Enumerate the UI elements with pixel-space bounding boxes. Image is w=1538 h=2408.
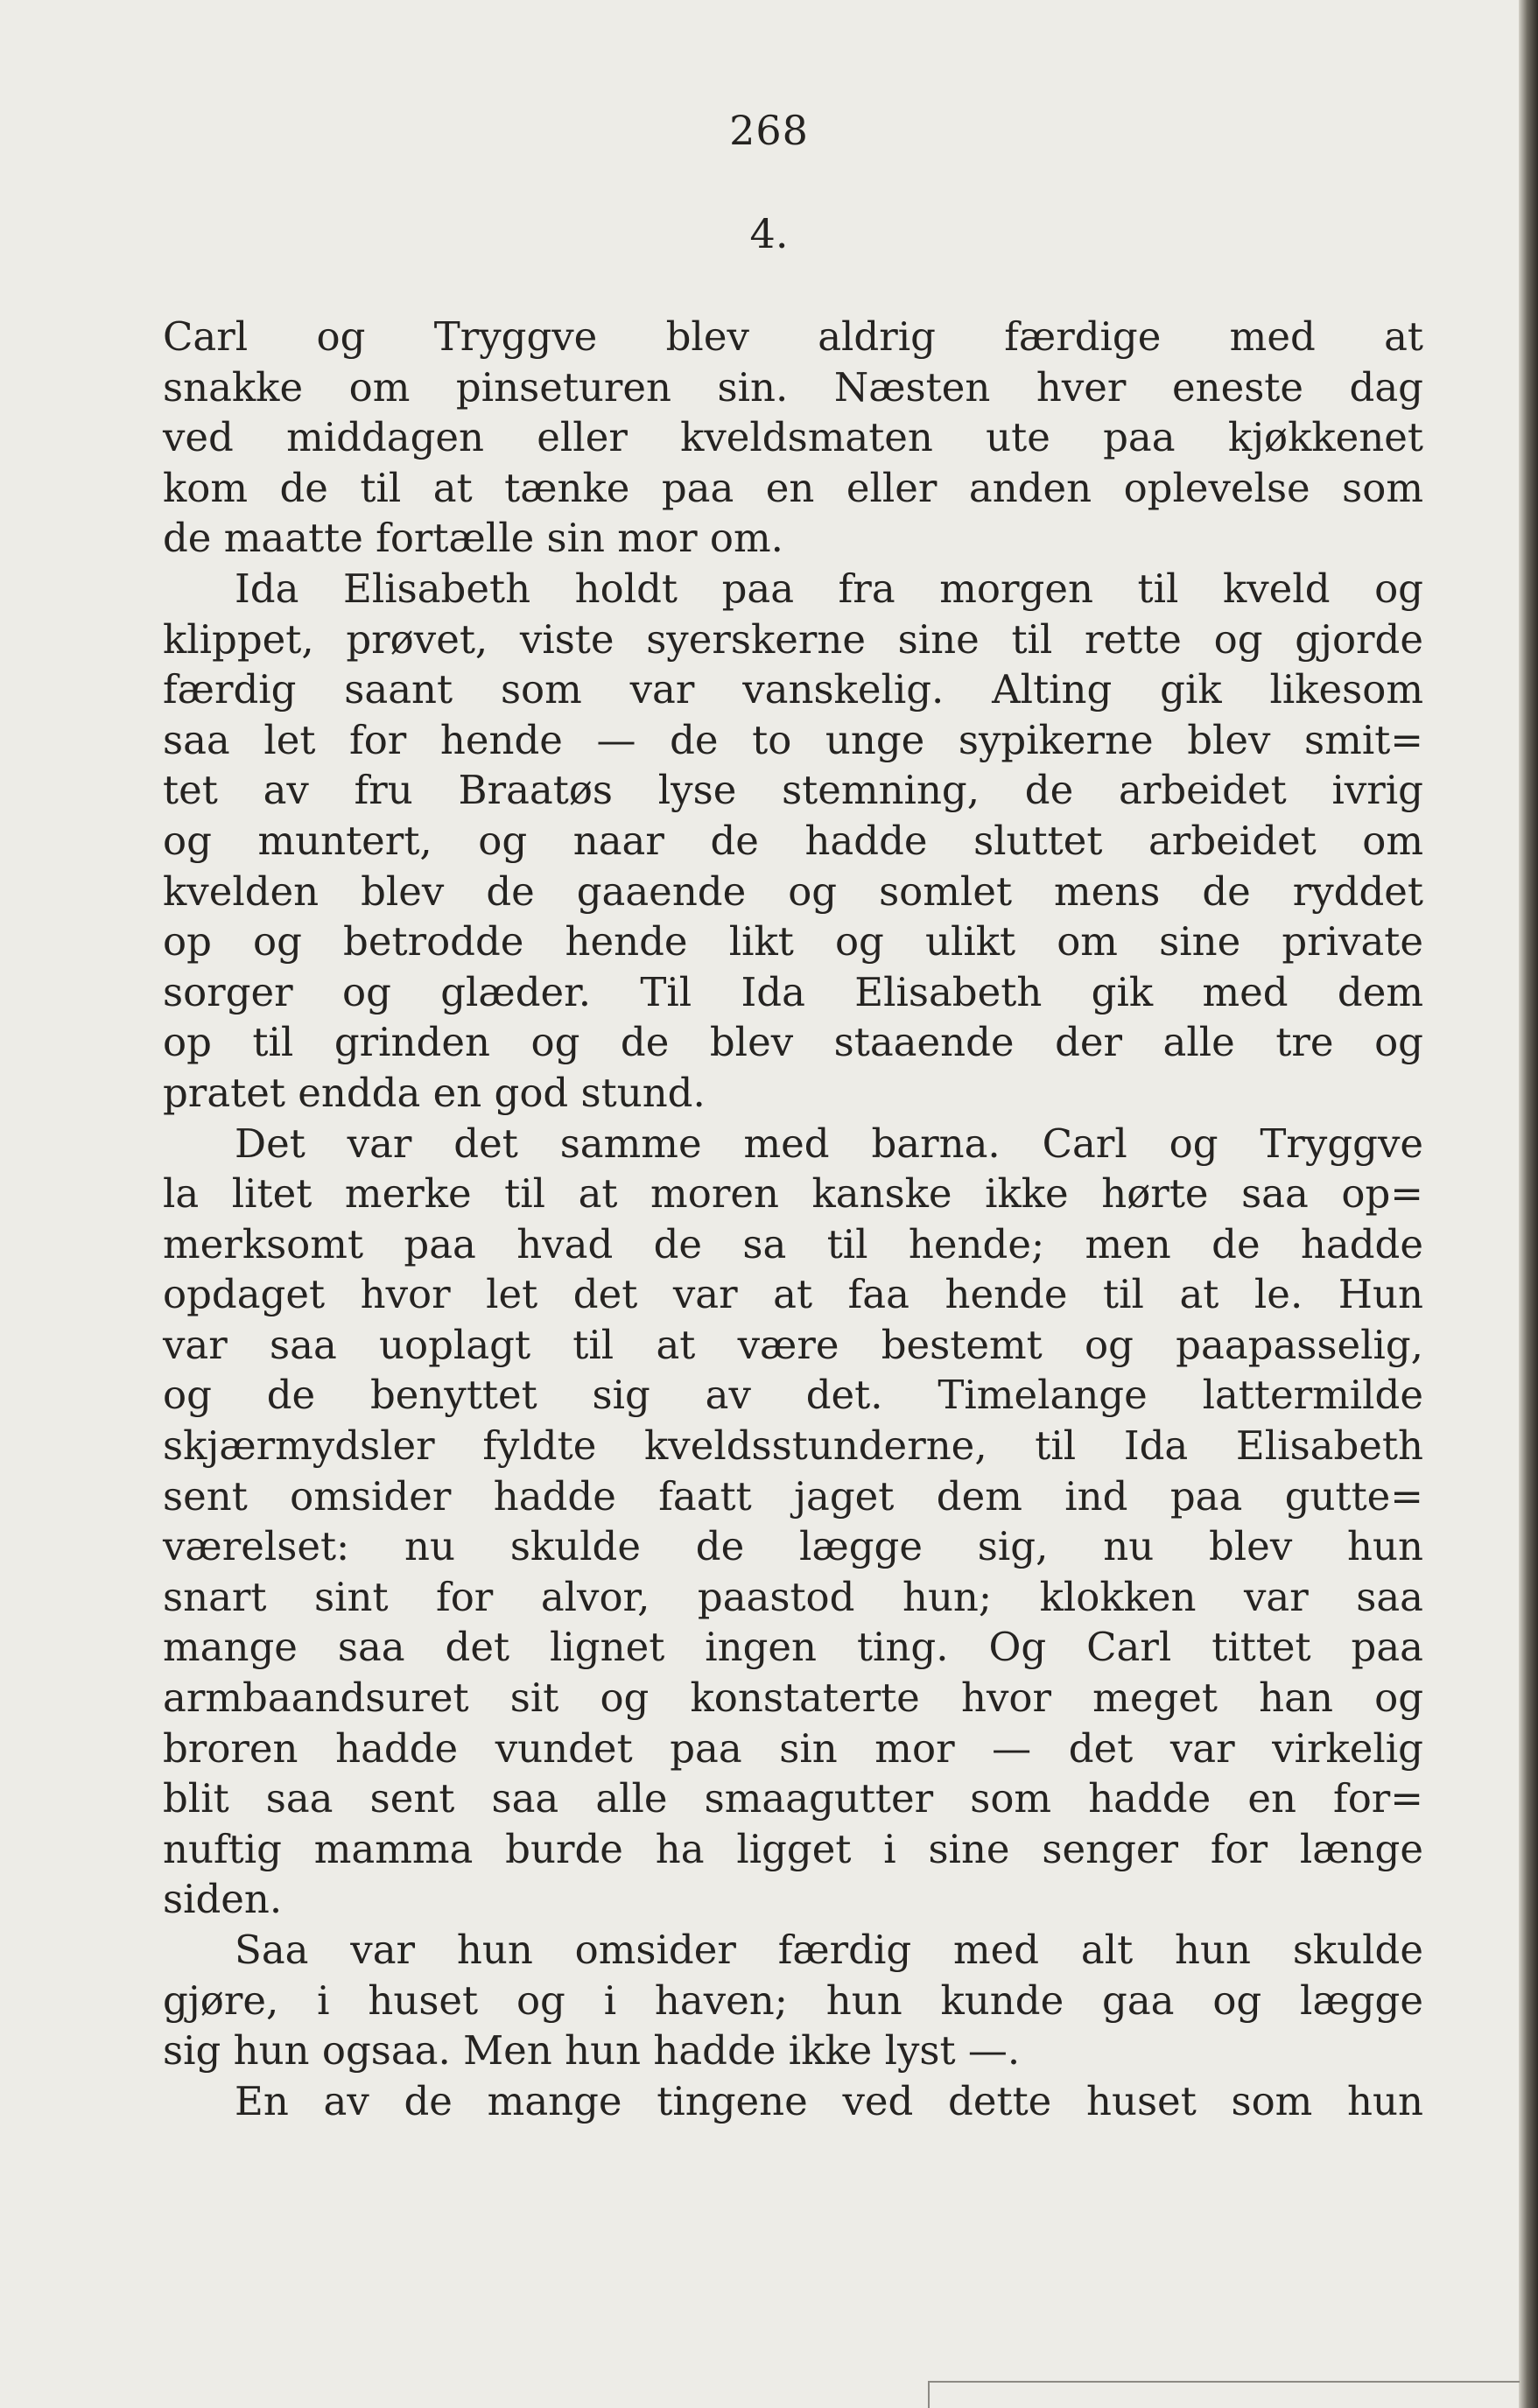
text-line: saa let for hende — de to unge sypikerne blev smit=: [163, 716, 1423, 763]
text-line: opdaget hvor let det var at faa hende til at le. Hun: [163, 1271, 1423, 1318]
chapter-number: 4.: [749, 210, 789, 257]
text-line: kom de til at tænke paa en eller anden oplevelse som: [163, 464, 1423, 511]
text-line: de maatte fortælle sin mor om.: [163, 515, 783, 562]
text-line: Saa var hun omsider færdig med alt hun skulde: [235, 1927, 1423, 1973]
text-line: broren hadde vundet paa sin mor — det var virkelig: [163, 1724, 1423, 1772]
text-line: siden.: [163, 1876, 283, 1923]
text-line: var saa uoplagt til at være bestemt og paapasselig,: [163, 1321, 1423, 1368]
text-line: færdig saant som var vanskelig. Alting gik likesom: [163, 666, 1423, 713]
text-line: op til grinden og de blev staaende der alle tre og: [163, 1019, 1423, 1066]
text-line: mange saa det lignet ingen ting. Og Carl tittet paa: [163, 1624, 1423, 1671]
text-line: la litet merke til at moren kanske ikke hørte saa op=: [163, 1170, 1423, 1218]
text-line: snart sint for alvor, paastod hun; klokken var saa: [163, 1573, 1423, 1620]
text-line: ved middagen eller kveldsmaten ute paa kjøkkenet: [163, 414, 1423, 461]
text-line: En av de mange tingene ved dette huset som hun: [235, 2077, 1423, 2124]
text-line: op og betrodde hende likt og ulikt om sine private: [163, 918, 1423, 965]
text-line: armbaandsuret sit og konstaterte hvor meget han og: [163, 1674, 1423, 1722]
text-line: tet av fru Braatøs lyse stemning, de arbeidet ivrig: [163, 767, 1423, 814]
text-line: merksomt paa hvad de sa til hende; men de hadde: [163, 1220, 1423, 1267]
text-line: Carl og Tryggve blev aldrig færdige med at: [163, 313, 1423, 360]
corner-mark: [928, 2381, 1520, 2383]
text-line: og muntert, og naar de hadde sluttet arbeidet om: [163, 817, 1423, 864]
text-line: kvelden blev de gaaende og somlet mens de ryddet: [163, 867, 1423, 915]
text-line: sent omsider hadde faatt jaget dem ind paa gutte=: [163, 1472, 1423, 1520]
text-line: gjøre, i huset og i haven; hun kunde gaa og lægge: [163, 1976, 1423, 2024]
corner-mark-tick: [928, 2381, 930, 2408]
text-line: sorger og glæder. Til Ida Elisabeth gik med dem: [163, 968, 1423, 1015]
text-line: klippet, prøvet, viste syerskerne sine til rette og gjorde: [163, 615, 1423, 663]
text-line: Ida Elisabeth holdt paa fra morgen til kveld og: [235, 565, 1423, 612]
text-line: nuftig mamma burde ha ligget i sine senger for længe: [163, 1825, 1423, 1872]
text-line: blit saa sent saa alle smaagutter som hadde en for=: [163, 1775, 1423, 1822]
text-line: pratet endda en god stund.: [163, 1069, 706, 1116]
text-line: skjærmydsler fyldte kveldsstunderne, til Ida Elisabeth: [163, 1422, 1423, 1470]
text-line: og de benyttet sig av det. Timelange lattermilde: [163, 1372, 1423, 1419]
text-line: snakke om pinseturen sin. Næsten hver eneste dag: [163, 363, 1423, 411]
page-number: 268: [729, 107, 809, 154]
text-line: sig hun ogsaa. Men hun hadde ikke lyst —.: [163, 2027, 1021, 2075]
text-line: Det var det samme med barna. Carl og Tryggve: [235, 1120, 1423, 1167]
binding-edge: [1519, 0, 1538, 2408]
text-line: værelset: nu skulde de lægge sig, nu blev hun: [163, 1523, 1423, 1570]
body-text: [163, 312, 1423, 2126]
